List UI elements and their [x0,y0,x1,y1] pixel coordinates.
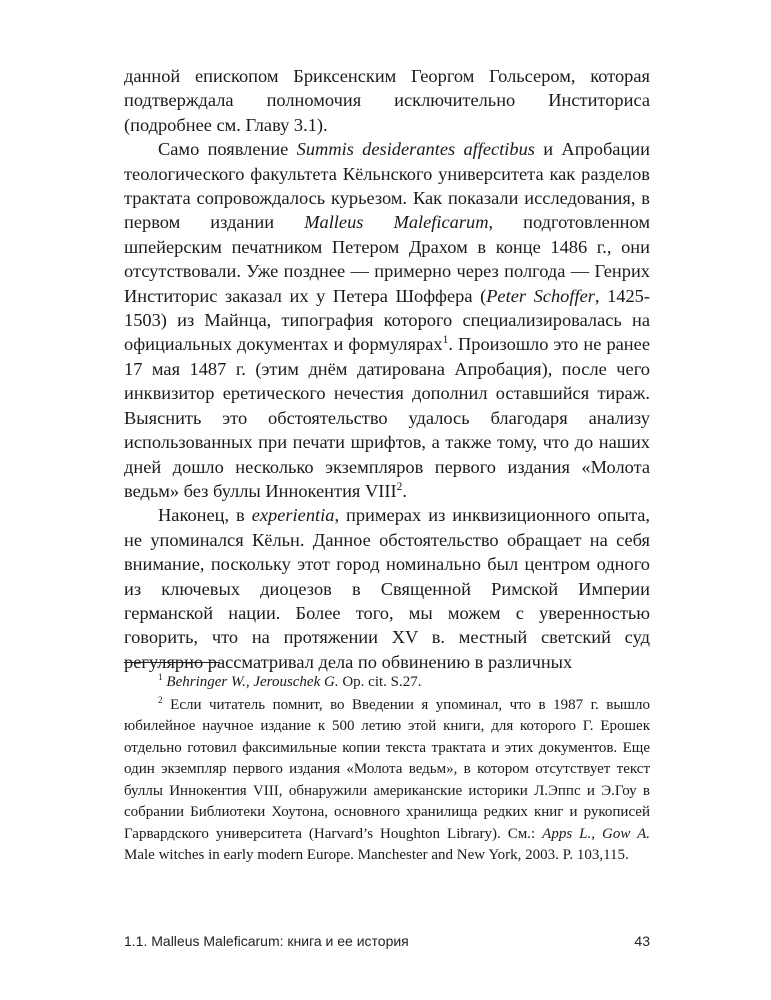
italic-latin-title: Summis desiderantes affectibus [296,139,535,160]
text-run: , 1425-1503) из Майнца, типография которого специализировалась на официальных документах и формулярах [124,285,650,355]
italic-name: Peter Schoffer [486,285,595,306]
page-number: 43 [634,933,650,949]
footnote-number: 1 [158,673,163,683]
footnotes [124,672,650,868]
main-text [124,64,650,674]
footnote-text: Op. cit. S.27. [338,674,422,690]
footnote-divider [124,662,220,663]
footnote-text: Male witches in early modern Europe. Manchester and New York, 2003. P. 103,115. [124,847,629,863]
paragraph-1 [124,64,650,137]
footnote-authors: Apps L., Gow A. [542,825,650,842]
text-run: Само появление [158,139,297,160]
text-run: . Произошло это не ранее 17 мая 1487 г. (этим днём датирована Апробация), после чего инквизитор еретического нечестия дополнил оставшийся тираж. Выяснить это обстоятельство удалось благодаря анализу использованных при печати шрифтов, а также тому, что до наших дней дошло несколько экземпляров первого издания «Молота ведьм» без буллы Иннокентия VIII [124,334,650,501]
footnote-authors: Behringer W., Jerouschek G. [166,674,339,690]
footnote-number: 2 [158,695,163,706]
paragraph-1-text: данной епископом Бриксенским Георгом Гольсером, которая подтверждала полномочия исключительно Инститориса (подробнее см. Главу 3.1). [124,66,650,135]
italic-latin-term: experientia [251,505,335,526]
footnote-ref-2[interactable]: 2 [396,480,403,493]
text-run: и Апробации теологического факультета Кёльнского университета как разделов трактата сопровождалось курьезом. Как показали исследования, в первом издании [124,139,650,233]
footnote-2 [124,695,650,867]
italic-latin-title: Malleus Maleficarum [304,212,489,233]
footnote-1 [124,672,650,694]
footnote-ref-1[interactable]: 1 [442,334,449,347]
running-head: 1.1. Malleus Maleficarum: книга и ее история [124,933,409,949]
text-run: . [402,480,407,501]
footnote-text: Если читатель помнит, во Введении я упоминал, что в 1987 г. вышло юбилейное научное издание к 500 летию этой книги, для которого Г. Ерошек отдельно готовил факсимильные копии текста трактата и этих документов. Еще один экземпляр первого издания «Молота ведьм», в котором отсутствует текст буллы Иннокентия VIII, обнаружили американские историки Л.Эппс и Э.Гоу в собрании Библиотеки Хоутона, основного хранилища редких книг и рукописей Гарвардского университета (Harvard’s Houghton Library). См.: [124,696,650,842]
paragraph-3 [124,503,650,674]
paragraph-2 [124,137,650,503]
text-run: , примерах из инквизиционного опыта, не упоминался Кёльн. Данное обстоятельство обращает на себя внимание, поскольку этот город номинально был центром одного из ключевых диоцезов в Священной Римской Империи германской нации. Более того, мы можем с уверенностью говорить, что на протяжении XV в. местный светский суд регулярно рассматривал дела по обвинению в различных [124,505,650,672]
text-run: , подготовленном шпейерским печатником Петером Драхом в конце 1486 г., они отсутствовали. Уже позднее — примерно через полгода — Генрих Инститорис заказал их у Петера Шоффера ( [124,212,650,306]
text-run: Наконец, в [158,505,252,526]
